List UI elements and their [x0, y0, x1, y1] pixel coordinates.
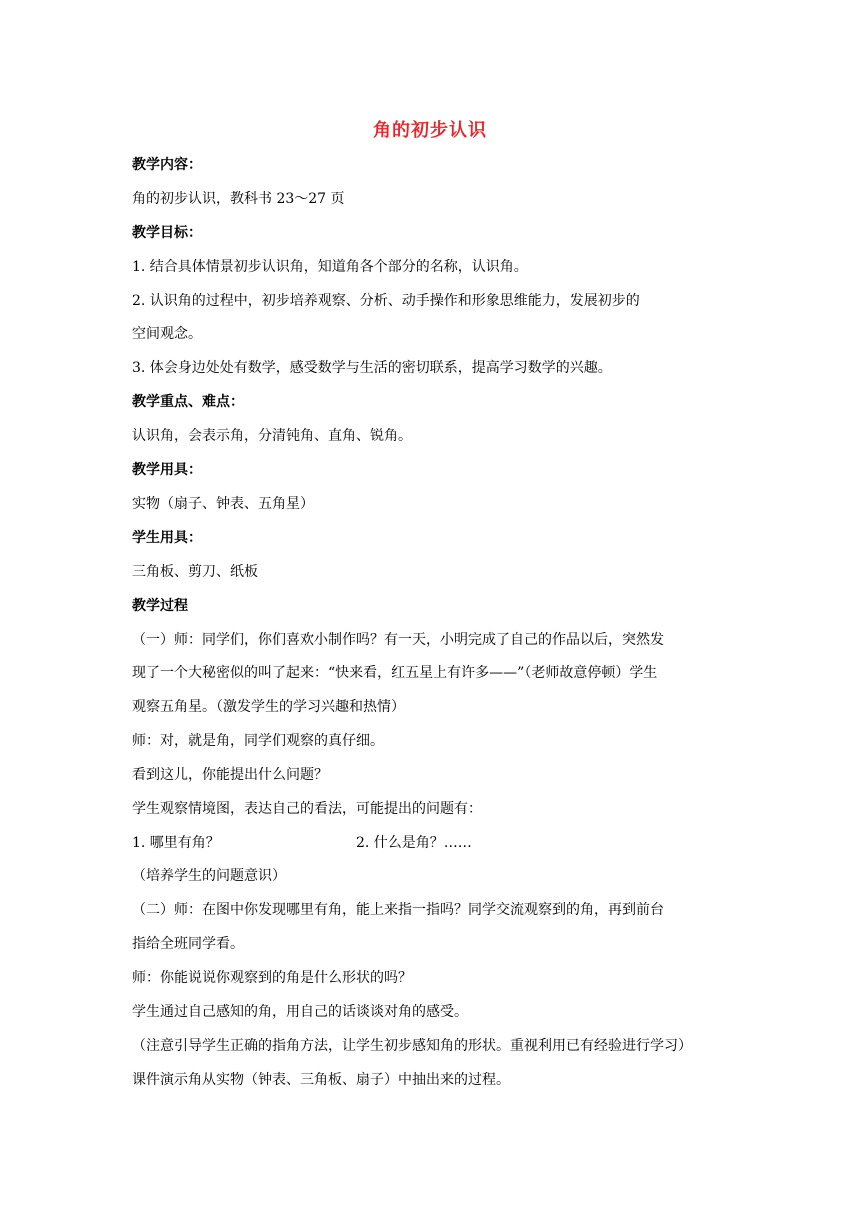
- process-paragraph-3: 看到这儿，你能提出什么问题？: [132, 767, 328, 783]
- process-paragraph-1-line-2: 现了一个大秘密似的叫了起来：“快来看，红五星上有许多——”（老师故意停顿）学生: [132, 665, 658, 681]
- keypoints-text: 认识角，会表示角，分清钝角、直角、锐角。: [132, 428, 412, 444]
- process-heading: 教学过程: [132, 598, 188, 614]
- content-text: 角的初步认识，教科书 23～27 页: [132, 191, 345, 207]
- keypoints-heading: 教学重点、难点：: [132, 394, 244, 410]
- question-1: 1. 哪里有角？: [132, 835, 220, 851]
- process-paragraph-9: （注意引导学生正确的指角方法，让学生初步感知角的形状。重视利用已有经验进行学习）: [132, 1038, 692, 1054]
- tools-heading: 教学用具：: [132, 462, 202, 478]
- student-tools-heading: 学生用具：: [132, 530, 202, 546]
- goals-heading: 教学目标：: [132, 225, 202, 241]
- process-paragraph-1-line-3: 观察五角星。（激发学生的学习兴趣和热情）: [132, 699, 405, 715]
- process-paragraph-6-line-2: 指给全班同学看。: [132, 936, 244, 952]
- process-paragraph-6-line-1: （二）师：在图中你发现哪里有角，能上来指一指吗？同学交流观察到的角，再到前台: [132, 902, 664, 918]
- process-paragraph-5: （培养学生的问题意识）: [132, 868, 286, 884]
- question-2: 2. 什么是角？……: [356, 835, 472, 851]
- goal-item-2-line-1: 2. 认识角的过程中，初步培养观察、分析、动手操作和形象思维能力，发展初步的: [132, 293, 640, 309]
- process-paragraph-8: 学生通过自己感知的角，用自己的话谈谈对角的感受。: [132, 1004, 468, 1020]
- process-paragraph-4: 学生观察情境图，表达自己的看法，可能提出的问题有：: [132, 801, 482, 817]
- process-paragraph-7: 师：你能说说你观察到的角是什么形状的吗？: [132, 970, 412, 986]
- tools-text: 实物（扇子、钟表、五角星）: [132, 496, 314, 512]
- content-heading: 教学内容：: [132, 157, 202, 173]
- goal-item-2-line-2: 空间观念。: [132, 326, 202, 342]
- goal-item-1: 1. 结合具体情景初步认识角，知道角各个部分的名称，认识角。: [132, 259, 528, 275]
- process-paragraph-2: 师：对，就是角，同学们观察的真仔细。: [132, 733, 384, 749]
- process-paragraph-10: 课件演示角从实物（钟表、三角板、扇子）中抽出来的过程。: [132, 1072, 510, 1088]
- student-tools-text: 三角板、剪刀、纸板: [132, 564, 258, 580]
- document-title: 角的初步认识: [373, 120, 487, 141]
- goal-item-3: 3. 体会身边处处有数学，感受数学与生活的密切联系，提高学习数学的兴趣。: [132, 360, 612, 376]
- process-paragraph-1-line-1: （一）师：同学们，你们喜欢小制作吗？有一天，小明完成了自己的作品以后，突然发: [132, 632, 664, 648]
